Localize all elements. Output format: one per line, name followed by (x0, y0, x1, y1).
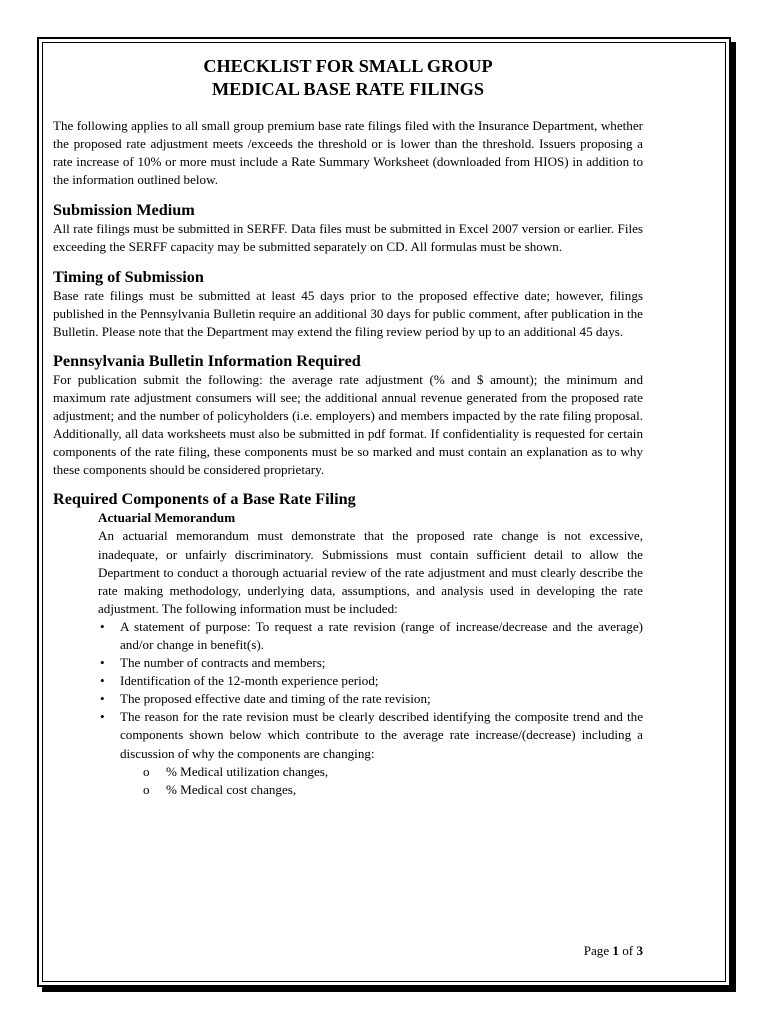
title-line-1: CHECKLIST FOR SMALL GROUP (203, 56, 493, 76)
page-number: 1 (612, 943, 619, 958)
list-item (98, 672, 643, 690)
title-line-2: MEDICAL BASE RATE FILINGS (211, 79, 485, 99)
of-word: of (622, 943, 634, 958)
page-total: 3 (636, 943, 643, 958)
sub-list-item (98, 763, 643, 781)
list-item (98, 690, 643, 708)
subheading-actuarial-memorandum: Actuarial Memorandum (98, 510, 236, 526)
sub-list-item-text: % Medical utilization changes, (166, 763, 329, 779)
bullet-icon: • (100, 655, 105, 671)
required-info-list (98, 618, 643, 763)
paragraph-timing-of-submission: Base rate filings must be submitted at least 45 days prior to the proposed effective date; however, filings published in the Pennsylvania Bulletin require an additional 30 days for public comment, after publication in the Bulletin. Please note that the Department may extend the filing review period by up to an additional 45 days. (53, 287, 643, 339)
document-body (53, 55, 643, 799)
paragraph-pa-bulletin: For publication submit the following: the average rate adjustment (% and $ amount); the minimum and maximum rate adjustment consumers will see; the additional annual revenue generated from the proposed rate adjustment; and the number of policyholders (i.e. employers) and members impacted by the rate filing proposal. Additionally, all data worksheets must also be submitted in pdf format. If confidentiality is requested for certain components of the rate filing, these components must be so marked and must contain an explanation as to why these components should be considered proprietary. (53, 371, 643, 478)
bullet-icon: • (100, 618, 105, 634)
list-item-text: The proposed effective date and timing of the rate revision; (120, 691, 431, 707)
bullet-icon: • (100, 673, 105, 689)
hollow-bullet-icon: o (143, 781, 150, 797)
page-footer (53, 942, 643, 960)
sub-list-item (98, 781, 643, 799)
heading-submission-medium: Submission Medium (53, 201, 195, 220)
list-item (98, 708, 643, 762)
list-item-text: The number of contracts and members; (120, 655, 326, 671)
bullet-icon: • (100, 691, 105, 707)
list-item-text: The reason for the rate revision must be clearly described identifying the composite trend and the components shown below which contribute to the average rate increase/(decrease) including a discussion of why the components are changing: (120, 709, 643, 761)
list-item-text: Identification of the 12-month experience period; (120, 673, 379, 689)
heading-pa-bulletin: Pennsylvania Bulletin Information Required (53, 351, 361, 370)
sub-list-item-text: % Medical cost changes, (166, 781, 297, 797)
heading-timing-of-submission: Timing of Submission (53, 267, 204, 286)
document-title (53, 55, 643, 101)
trend-components-list (98, 763, 643, 799)
required-components-block (98, 509, 643, 798)
bullet-icon: • (100, 709, 105, 725)
heading-required-components: Required Components of a Base Rate Filing (53, 490, 356, 509)
page-word: Page (583, 943, 610, 958)
list-item (98, 654, 643, 672)
hollow-bullet-icon: o (143, 763, 150, 779)
paragraph-submission-medium: All rate filings must be submitted in SERFF. Data files must be submitted in Excel 2007 version or earlier. Files exceeding the SERFF capacity may be submitted separately on CD. All formulas must be shown. (53, 221, 643, 255)
paragraph-actuarial-memorandum: An actuarial memorandum must demonstrate that the proposed rate change is not excessive, inadequate, or unfairly discriminatory. Submissions must contain sufficient detail to allow the Department to conduct a thorough actuarial review of the rate adjustment and must clearly describe the rate making methodology, underlying data, assumptions, and analysis used in developing the rate adjustment. The following information must be included: (98, 528, 643, 616)
list-item (98, 618, 643, 654)
intro-paragraph: The following applies to all small group premium base rate filings filed with the Insurance Department, whether the proposed rate adjustment meets /exceeds the threshold or is lower than the threshold. Issuers proposing a rate increase of 10% or more must include a Rate Summary Worksheet (downloaded from HIOS) in addition to the information outlined below. (53, 118, 643, 188)
list-item-text: A statement of purpose: To request a rate revision (range of increase/decrease and the average) and/or change in benefit(s). (120, 618, 643, 652)
